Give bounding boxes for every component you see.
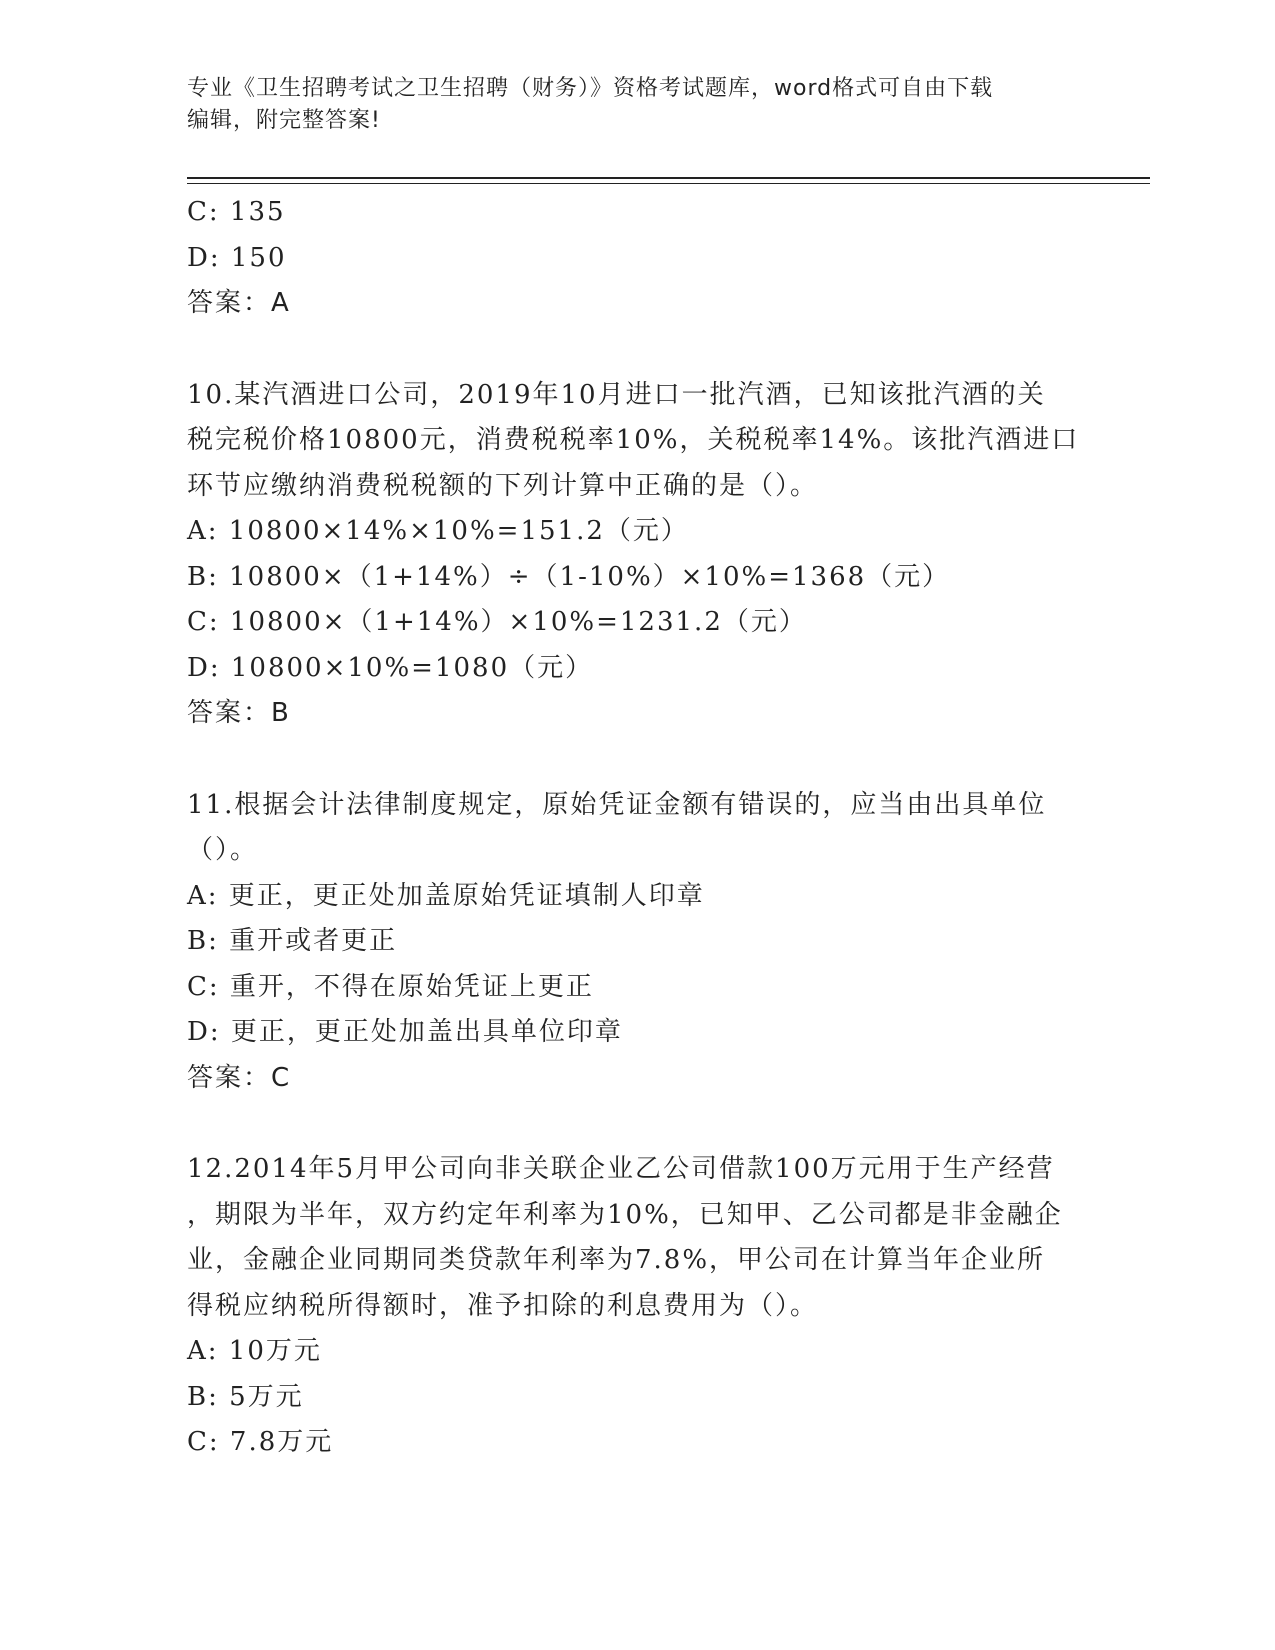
spacer: [187, 327, 1087, 373]
question-10: [187, 373, 1087, 737]
q10-answer: 答案：B: [187, 698, 291, 728]
q9-option-c: C: 135: [187, 197, 286, 227]
question-9-tail: [187, 190, 1087, 327]
q11-option-c: C: 重开，不得在原始凭证上更正: [187, 971, 594, 1002]
q12-stem-line-1: 12.2014年5月甲公司向非关联企业乙公司借款100万元用于生产经营: [187, 1154, 1055, 1184]
q10-option-a: A: 10800×14%×10%=151.2（元）: [187, 516, 689, 546]
q9-answer: 答案：A: [187, 288, 291, 318]
q10-option-b: B: 10800×（1+14%）÷（1-10%）×10%=1368（元）: [187, 561, 951, 592]
q11-stem-line-1: 11.根据会计法律制度规定，原始凭证金额有错误的，应当由出具单位: [187, 789, 1047, 820]
q10-option-d: D: 10800×10%=1080（元）: [187, 652, 594, 683]
q12-stem-line-4: 得税应纳税所得额时，准予扣除的利息费用为（）。: [187, 1290, 819, 1321]
q10-stem-line-3: 环节应缴纳消费税税额的下列计算中正确的是（）。: [187, 470, 819, 501]
q12-option-c: C: 7.8万元: [187, 1427, 334, 1457]
q11-option-b: B: 重开或者更正: [187, 926, 398, 956]
header-rule-thin: [187, 183, 1150, 184]
q12-option-b: B: 5万元: [187, 1381, 304, 1412]
header-line-2: 编辑，附完整答案!: [187, 108, 381, 133]
q11-stem-line-2: （）。: [187, 835, 259, 865]
document-body: [187, 190, 1087, 1466]
spacer: [187, 1101, 1087, 1147]
question-12: [187, 1147, 1087, 1466]
q11-option-d: D: 更正，更正处加盖出具单位印章: [187, 1017, 623, 1047]
question-11: [187, 783, 1087, 1102]
document-header: [187, 73, 1067, 137]
q10-option-c: C: 10800×（1+14%）×10%=1231.2（元）: [187, 607, 807, 637]
header-line-1: 专业《卫生招聘考试之卫生招聘（财务）》资格考试题库，word格式可自由下载: [187, 76, 994, 101]
q11-option-a: A: 更正，更正处加盖原始凭证填制人印章: [187, 880, 705, 911]
q10-stem-line-1: 10.某汽酒进口公司，2019年10月进口一批汽酒，已知该批汽酒的关: [187, 379, 1046, 410]
q12-stem-line-2: ，期限为半年，双方约定年利率为10%，已知甲、乙公司都是非金融企: [187, 1199, 1063, 1230]
spacer: [187, 737, 1087, 783]
q10-stem-line-2: 税完税价格10800元，消费税税率10%，关税税率14%。该批汽酒进口: [187, 425, 1080, 455]
q11-answer: 答案：C: [187, 1062, 292, 1093]
q12-option-a: A: 10万元: [187, 1336, 322, 1366]
q12-stem-line-3: 业，金融企业同期同类贷款年利率为7.8%，甲公司在计算当年企业所: [187, 1245, 1046, 1275]
q9-option-d: D: 150: [187, 242, 287, 273]
header-rule-thick: [187, 177, 1150, 179]
